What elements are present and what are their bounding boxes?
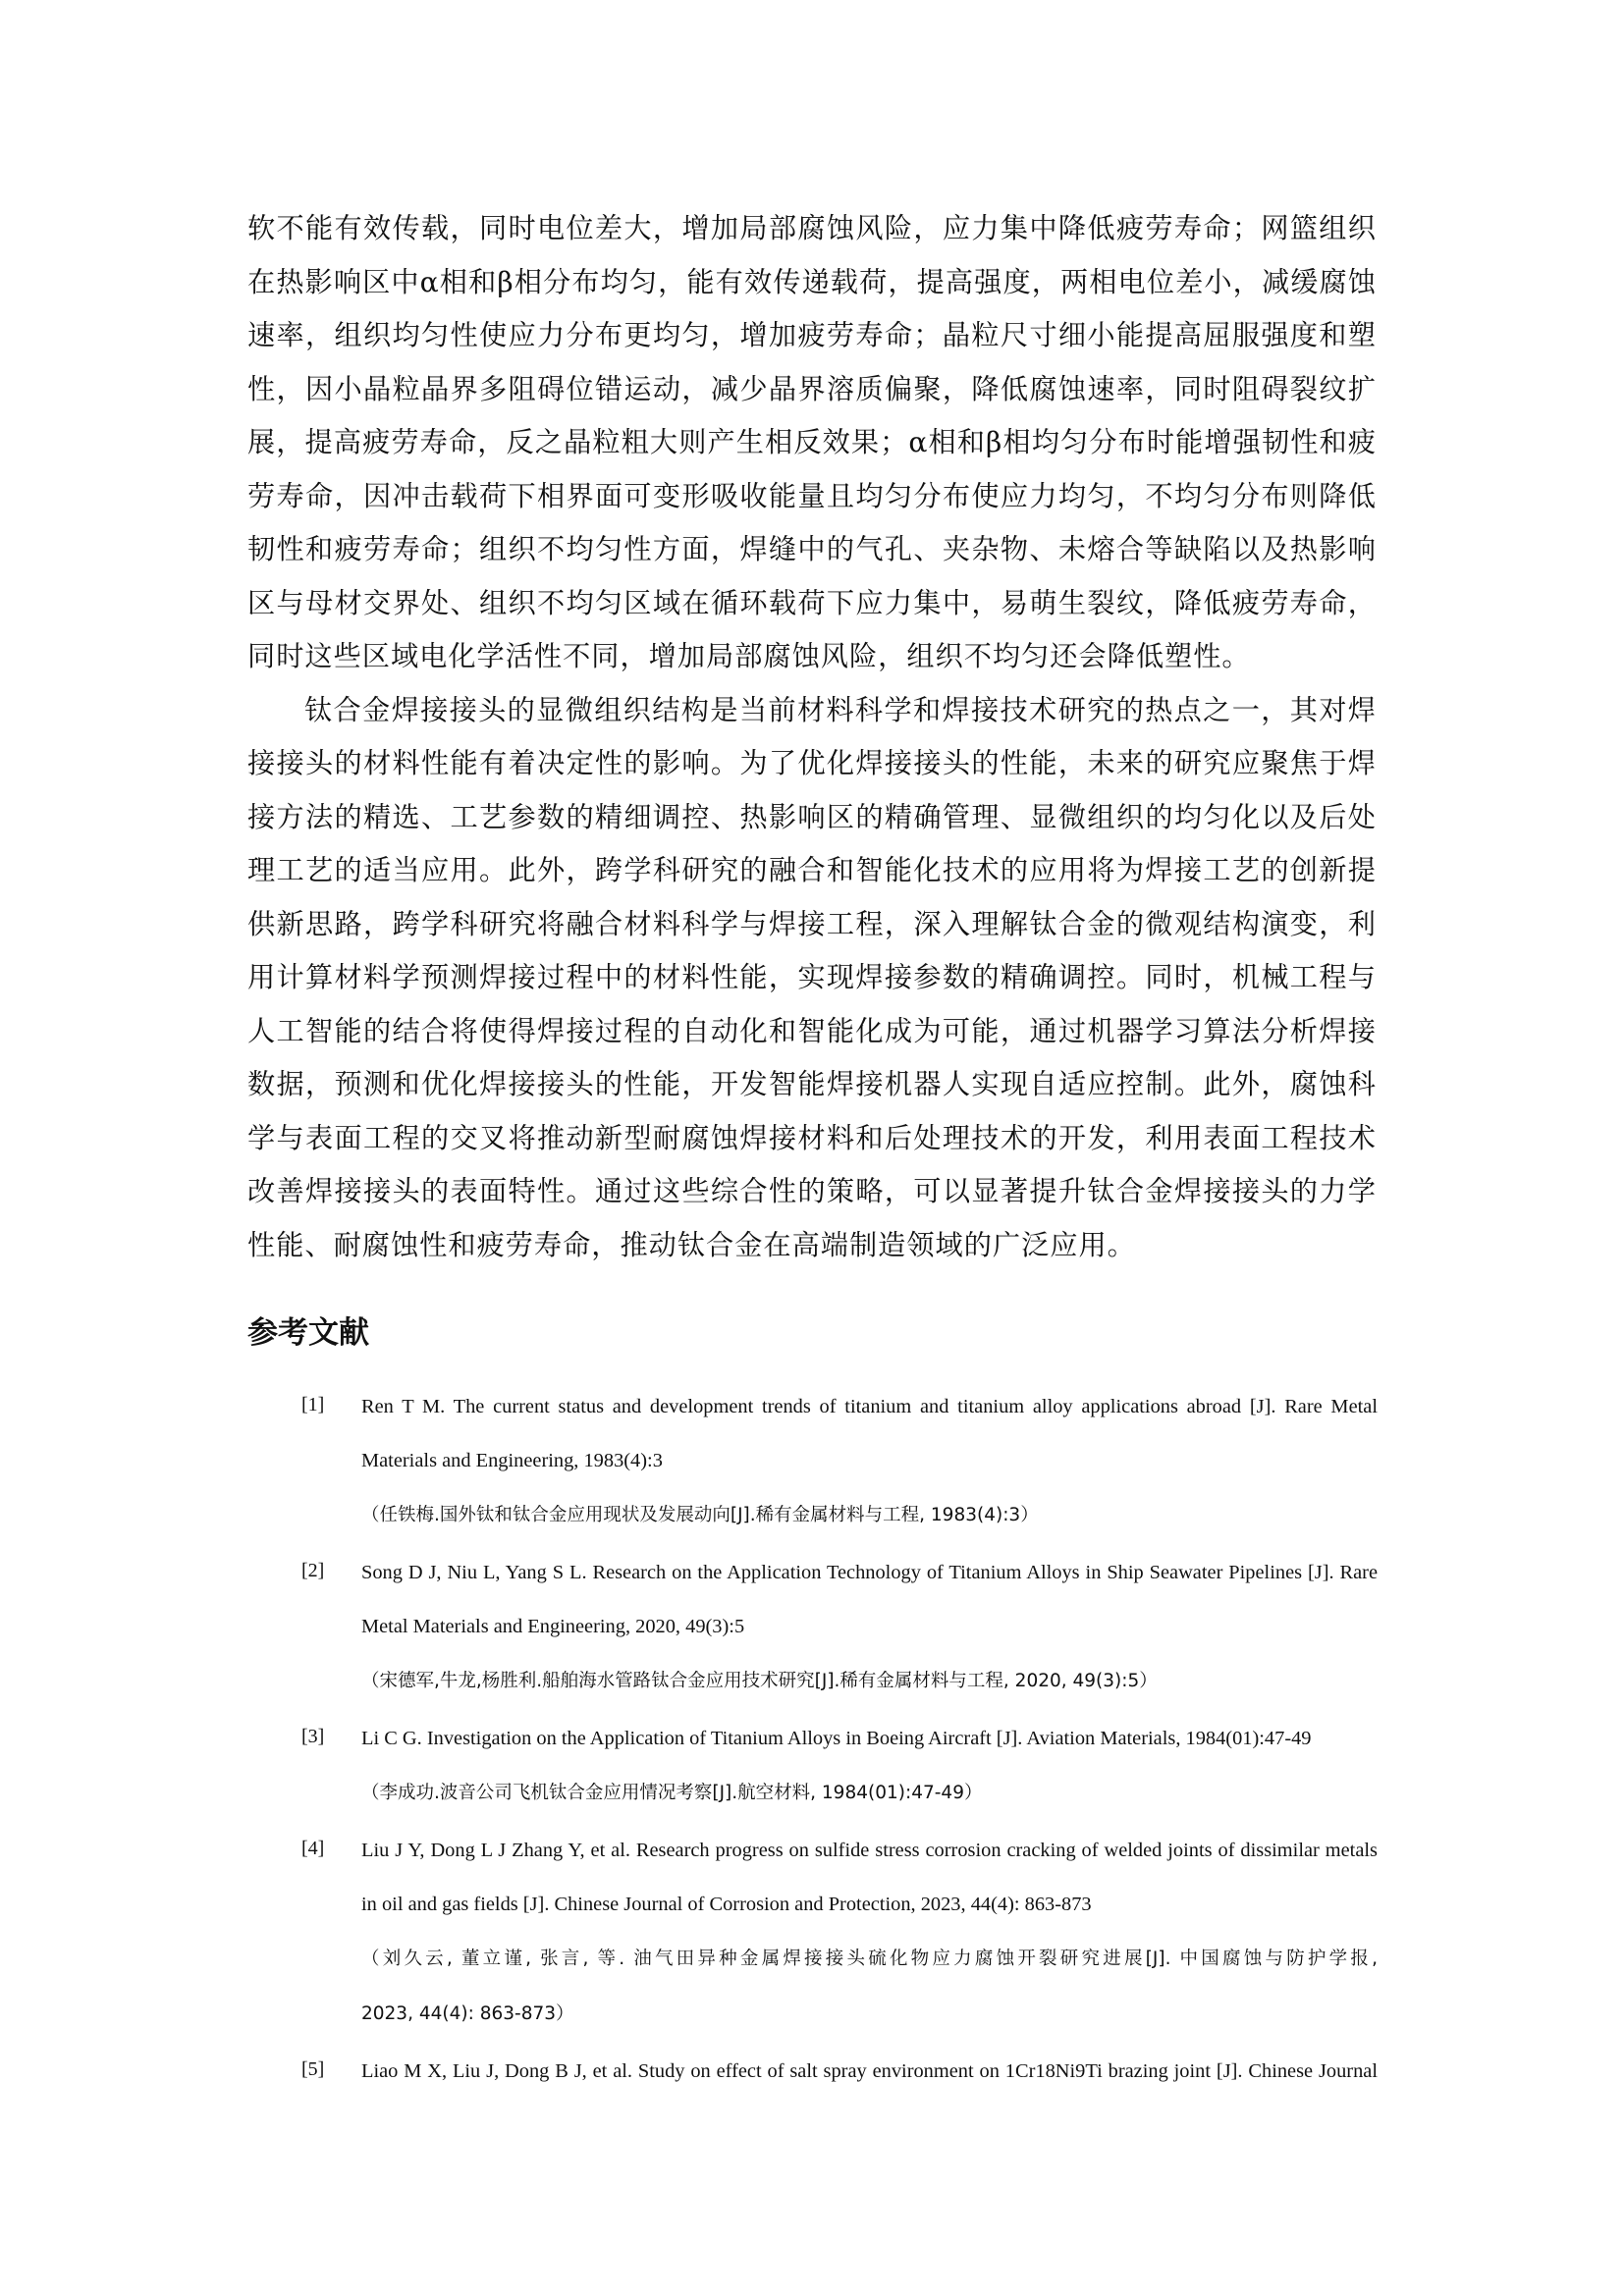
reference-number: [1] — [301, 1394, 325, 1415]
reference-line: in oil and gas fields [J]. Chinese Journal of Corrosion and Protection, 2023, 44(4): 863-873 — [361, 1894, 1092, 1915]
reference-line: Li C G. Investigation on the Application of Titanium Alloys in Boeing Aircraft [J]. Aviation Materials, 1984(01):47-49 — [361, 1728, 1312, 1749]
reference-line: Liu J Y, Dong L J Zhang Y, et al. Research progress on sulfide stress corrosion cracking of welded joints of dissimilar metals — [361, 1840, 1378, 1861]
reference-line: Metal Materials and Engineering, 2020, 49(3):5 — [361, 1616, 745, 1637]
reference-line: Liao M X, Liu J, Dong B J, et al. Study on effect of salt spray environment on 1Cr18Ni9Ti brazing joint [J]. Chinese Journal — [361, 2060, 1378, 2082]
reference-line-cn: （李成功.波音公司飞机钛合金应用情况考察[J].航空材料, 1984(01):47-49） — [361, 1783, 983, 1803]
reference-line-cn: 2023, 44(4): 863-873） — [361, 2003, 574, 2024]
reference-number: [3] — [301, 1726, 325, 1747]
body-paragraph: 钛合金焊接接头的显微组织结构是当前材料科学和焊接技术研究的热点之一，其对焊接接头的材料性能有着决定性的影响。为了优化焊接接头的性能，未来的研究应聚焦于焊接方法的精选、工艺参数的精细调控、热影响区的精确管理、显微组织的均匀化以及后处理工艺的适当应用。此外，跨学科研究的融合和智能化技术的应用将为焊接工艺的创新提供新思路，跨学科研究将融合材料科学与焊接工程，深入理解钛合金的微观结构演变，利用计算材料学预测焊接过程中的材料性能，实现焊接参数的精确调控。同时，机械工程与人工智能的结合将使得焊接过程的自动化和智能化成为可能，通过机器学习算法分析焊接数据，预测和优化焊接接头的性能，开发智能焊接机器人实现自适应控制。此外，腐蚀科学与表面工程的交叉将推动新型耐腐蚀焊接材料和后处理技术的开发，利用表面工程技术改善焊接接头的表面特性。通过这些综合性的策略，可以显著提升钛合金焊接接头的力学性能、耐腐蚀性和疲劳寿命，推动钛合金在高端制造领域的广泛应用。 — [247, 693, 1377, 1261]
reference-line: Materials and Engineering, 1983(4):3 — [361, 1450, 663, 1471]
body-paragraph: 软不能有效传载，同时电位差大，增加局部腐蚀风险，应力集中降低疲劳寿命；网篮组织在热影响区中α相和β相分布均匀，能有效传递载荷，提高强度，两相电位差小，减缓腐蚀速率，组织均匀性使应力分布更均匀，增加疲劳寿命；晶粒尺寸细小能提高屈服强度和塑性，因小晶粒晶界多阻碍位错运动，减少晶界溶质偏聚，降低腐蚀速率，同时阻碍裂纹扩展，提高疲劳寿命，反之晶粒粗大则产生相反效果；α相和β相均匀分布时能增强韧性和疲劳寿命，因冲击载荷下相界面可变形吸收能量且均匀分布使应力均匀，不均匀分布则降低韧性和疲劳寿命；组织不均匀性方面，焊缝中的气孔、夹杂物、未熔合等缺陷以及热影响区与母材交界处、组织不均匀区域在循环载荷下应力集中，易萌生裂纹，降低疲劳寿命，同时这些区域电化学活性不同，增加局部腐蚀风险，组织不均匀还会降低塑性。 — [247, 212, 1377, 672]
reference-line-cn: （任铁梅.国外钛和钛合金应用现状及发展动向[J].稀有金属材料与工程, 1983(4):3） — [361, 1505, 1039, 1525]
reference-line: Ren T M. The current status and development trends of titanium and titanium alloy applications abroad [J]. Rare Metal — [361, 1396, 1378, 1417]
reference-number: [2] — [301, 1560, 325, 1581]
reference-line-cn: （刘久云, 董立谨, 张言, 等. 油气田异种金属焊接接头硫化物应力腐蚀开裂研究进展[J]. 中国腐蚀与防护学报, — [361, 1949, 1378, 1969]
reference-number: [4] — [301, 1838, 325, 1859]
reference-line-cn: （宋德军,牛龙,杨胜利.船舶海水管路钛合金应用技术研究[J].稀有金属材料与工程, 2020, 49(3):5） — [361, 1671, 1158, 1691]
references-heading: 参考文献 — [247, 1315, 369, 1351]
reference-number: [5] — [301, 2058, 325, 2080]
reference-line: Song D J, Niu L, Yang S L. Research on the Application Technology of Titanium Alloys in Ship Seawater Pipelines [J]. Rare — [361, 1562, 1378, 1583]
